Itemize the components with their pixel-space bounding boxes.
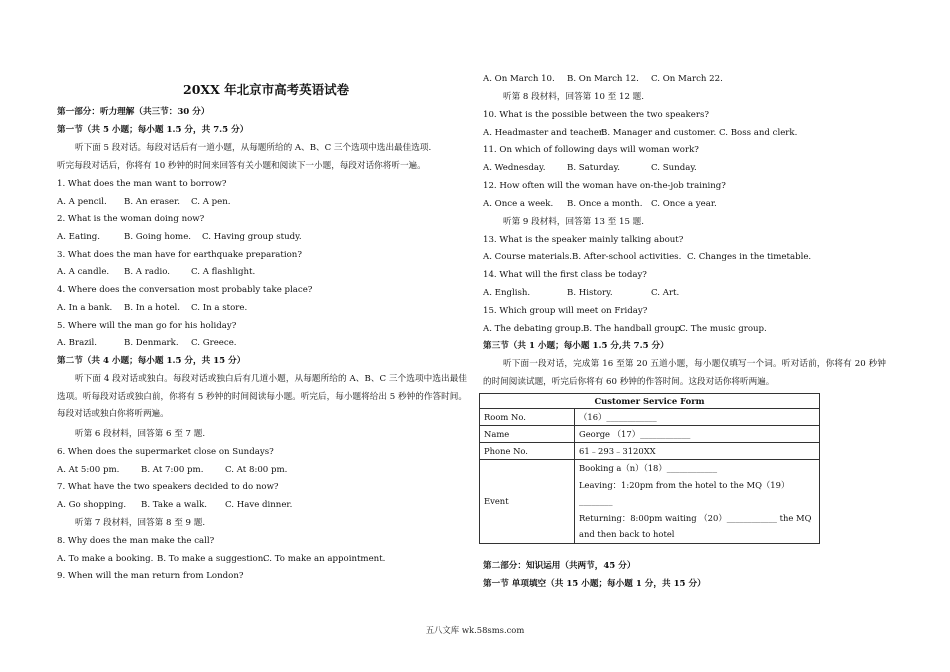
option-a: A. English. bbox=[483, 288, 531, 298]
option-b: B. On March 12. bbox=[567, 74, 639, 84]
question-15: 15. Which group will meet on Friday? bbox=[483, 306, 648, 316]
option-c: C. Greece. bbox=[191, 338, 237, 348]
event-line-1: Booking a（n）（18）____________ bbox=[579, 463, 718, 473]
customer-service-form bbox=[479, 393, 820, 544]
option-c: C. Have dinner. bbox=[225, 500, 293, 510]
question-4: 4. Where does the conversation most probably take place? bbox=[57, 285, 313, 295]
question-9-options bbox=[483, 74, 723, 85]
question-1-options bbox=[57, 197, 231, 208]
event-details bbox=[575, 460, 820, 544]
option-b: B. To make a suggestion. bbox=[157, 554, 266, 564]
option-b: B. Take a walk. bbox=[141, 500, 208, 510]
option-b: B. Saturday. bbox=[567, 163, 620, 173]
option-a: A. Wednesday. bbox=[483, 163, 546, 173]
event-line-2: Leaving：1:20pm from the hotel to the MQ（19）________ bbox=[579, 479, 790, 506]
event-line-4: and then back to hotel bbox=[579, 529, 675, 539]
option-c: C. In a store. bbox=[191, 303, 248, 313]
listen-8-note: 听第 8 段材料，回答第 10 至 12 题. bbox=[503, 92, 644, 102]
option-c: C. Changes in the timetable. bbox=[687, 252, 812, 262]
option-c: C. On March 22. bbox=[651, 74, 723, 84]
option-a: A. At 5:00 pm. bbox=[57, 465, 120, 475]
phone-label: Phone No. bbox=[480, 443, 575, 460]
question-3-options bbox=[57, 267, 255, 278]
question-3: 3. What does the man have for earthquake preparation? bbox=[57, 250, 302, 260]
page-title: 20XX 年北京市高考英语试卷 bbox=[183, 82, 350, 97]
option-a: A. In a bank. bbox=[57, 303, 113, 313]
question-12: 12. How often will the woman have on-the-job training? bbox=[483, 181, 726, 191]
option-c: C. The music group. bbox=[679, 324, 767, 334]
form-title: Customer Service Form bbox=[480, 394, 820, 409]
option-a: A. The debating group. bbox=[483, 324, 584, 334]
question-13-options bbox=[483, 252, 811, 263]
option-b: B. Once a month. bbox=[567, 199, 643, 209]
question-10-options bbox=[483, 128, 797, 139]
room-label: Room No. bbox=[480, 409, 575, 426]
event-label: Event bbox=[480, 460, 575, 544]
option-b: B. Manager and customer. bbox=[601, 128, 717, 138]
option-b: B. The handball group. bbox=[583, 324, 683, 334]
listen-9-note: 听第 9 段材料，回答第 13 至 15 题. bbox=[503, 217, 644, 227]
question-6-options bbox=[57, 465, 287, 476]
event-line-3: Returning：8:00pm waiting （20）____________ the MQ bbox=[579, 512, 812, 523]
part1-heading: 第一部分：听力理解（共三节：30 分） bbox=[57, 107, 210, 117]
question-4-options bbox=[57, 303, 247, 314]
question-15-options bbox=[483, 324, 767, 335]
option-c: C. Having group study. bbox=[202, 232, 302, 242]
option-b: B. In a hotel. bbox=[124, 303, 181, 313]
option-c: C. Sunday. bbox=[651, 163, 697, 173]
option-b: B. History. bbox=[567, 288, 613, 298]
option-b: B. Going home. bbox=[124, 232, 192, 242]
option-b: B. Denmark. bbox=[124, 338, 179, 348]
option-b: B. At 7:00 pm. bbox=[141, 465, 204, 475]
option-a: A. Course materials. bbox=[483, 252, 572, 262]
option-a: A. Once a week. bbox=[483, 199, 554, 209]
section2-heading: 第二节（共 4 小题；每小题 1.5 分，共 15 分） bbox=[57, 356, 246, 366]
part2-heading: 第二部分：知识运用（共两节，45 分） bbox=[483, 561, 636, 571]
name-label: Name bbox=[480, 426, 575, 443]
name-value: George （17）____________ bbox=[575, 426, 820, 443]
option-b: B. An eraser. bbox=[124, 197, 180, 207]
question-13: 13. What is the speaker mainly talking about? bbox=[483, 235, 684, 245]
section3-heading: 第三节（共 1 小题；每小题 1.5 分,共 7.5 分） bbox=[483, 341, 669, 351]
listen-7-note: 听第 7 段材料，回答第 8 至 9 题. bbox=[75, 518, 206, 528]
listen-6-note: 听第 6 段材料，回答第 6 至 7 题. bbox=[75, 429, 206, 439]
part2-section1-heading: 第一节 单项填空（共 15 小题；每小题 1 分，共 15 分） bbox=[483, 579, 706, 589]
section1-instructions-line1: 听下面 5 段对话。每段对话后有一道小题，从每题所给的 A、B、C 三个选项中选出最佳选项. bbox=[75, 143, 432, 153]
option-a: A. To make a booking. bbox=[57, 554, 154, 564]
question-2-options bbox=[57, 232, 302, 243]
question-12-options bbox=[483, 199, 717, 210]
section2-instructions: 听下面 4 段对话或独白。每段对话或独白后有几道小题，从每题所给的 A、B、C 三个选项中选出最佳选项。听每段对话或独白前，你将有 5 秒钟的时间阅读每小题。听完后，每小题将给出 5 秒钟的作答时间。每段对话或独白你将听两遍。 bbox=[57, 374, 467, 420]
option-c: C. A flashlight. bbox=[191, 267, 256, 277]
question-9: 9. When will the man return from London? bbox=[57, 571, 244, 581]
option-c: C. A pen. bbox=[191, 197, 231, 207]
option-c: C. Art. bbox=[651, 288, 680, 298]
question-7-options bbox=[57, 500, 292, 511]
question-1: 1. What does the man want to borrow? bbox=[57, 179, 227, 189]
option-b: B. A radio. bbox=[124, 267, 170, 277]
question-8: 8. Why does the man make the call? bbox=[57, 536, 215, 546]
option-a: A. A pencil. bbox=[57, 197, 107, 207]
option-a: A. On March 10. bbox=[483, 74, 555, 84]
question-5-options bbox=[57, 338, 237, 349]
question-14-options bbox=[483, 288, 679, 299]
option-a: A. A candle. bbox=[57, 267, 110, 277]
room-value: （16）____________ bbox=[575, 409, 820, 426]
question-5: 5. Where will the man go for his holiday? bbox=[57, 321, 237, 331]
question-7: 7. What have the two speakers decided to do now? bbox=[57, 482, 279, 492]
option-c: C. Once a year. bbox=[651, 199, 717, 209]
section1-heading: 第一节（共 5 小题；每小题 1.5 分，共 7.5 分） bbox=[57, 125, 249, 135]
option-a: A. Headmaster and teacher. bbox=[483, 128, 605, 138]
option-c: C. To make an appointment. bbox=[263, 554, 386, 564]
option-b: B. After-school activities. bbox=[572, 252, 682, 262]
question-6: 6. When does the supermarket close on Sundays? bbox=[57, 447, 274, 457]
option-c: C. At 8:00 pm. bbox=[225, 465, 288, 475]
section3-instructions: 听下面一段对话，完成第 16 至第 20 五道小题，每小题仅填写一个词。听对话前，你将有 20 秒钟的时间阅读试题，听完后你将有 60 秒钟的作答时间。这段对话你将听两遍。 bbox=[483, 359, 886, 387]
question-11: 11. On which of following days will woman work? bbox=[483, 145, 699, 155]
option-c: C. Boss and clerk. bbox=[719, 128, 798, 138]
option-a: A. Eating. bbox=[57, 232, 101, 242]
section1-instructions-line2: 听完每段对话后，你将有 10 秒钟的时间来回答有关小题和阅读下一小题，每段对话你将听一遍。 bbox=[57, 161, 426, 171]
option-a: A. Brazil. bbox=[57, 338, 97, 348]
footer-watermark: 五八文库 wk.58sms.com bbox=[425, 625, 525, 635]
question-2: 2. What is the woman doing now? bbox=[57, 214, 205, 224]
question-14: 14. What will the first class be today? bbox=[483, 270, 647, 280]
question-11-options bbox=[483, 163, 697, 174]
question-8-options bbox=[57, 554, 385, 565]
phone-value: 61﹣293﹣3120XX bbox=[575, 443, 820, 460]
question-10: 10. What is the possible between the two speakers? bbox=[483, 110, 709, 120]
option-a: A. Go shopping. bbox=[57, 500, 127, 510]
